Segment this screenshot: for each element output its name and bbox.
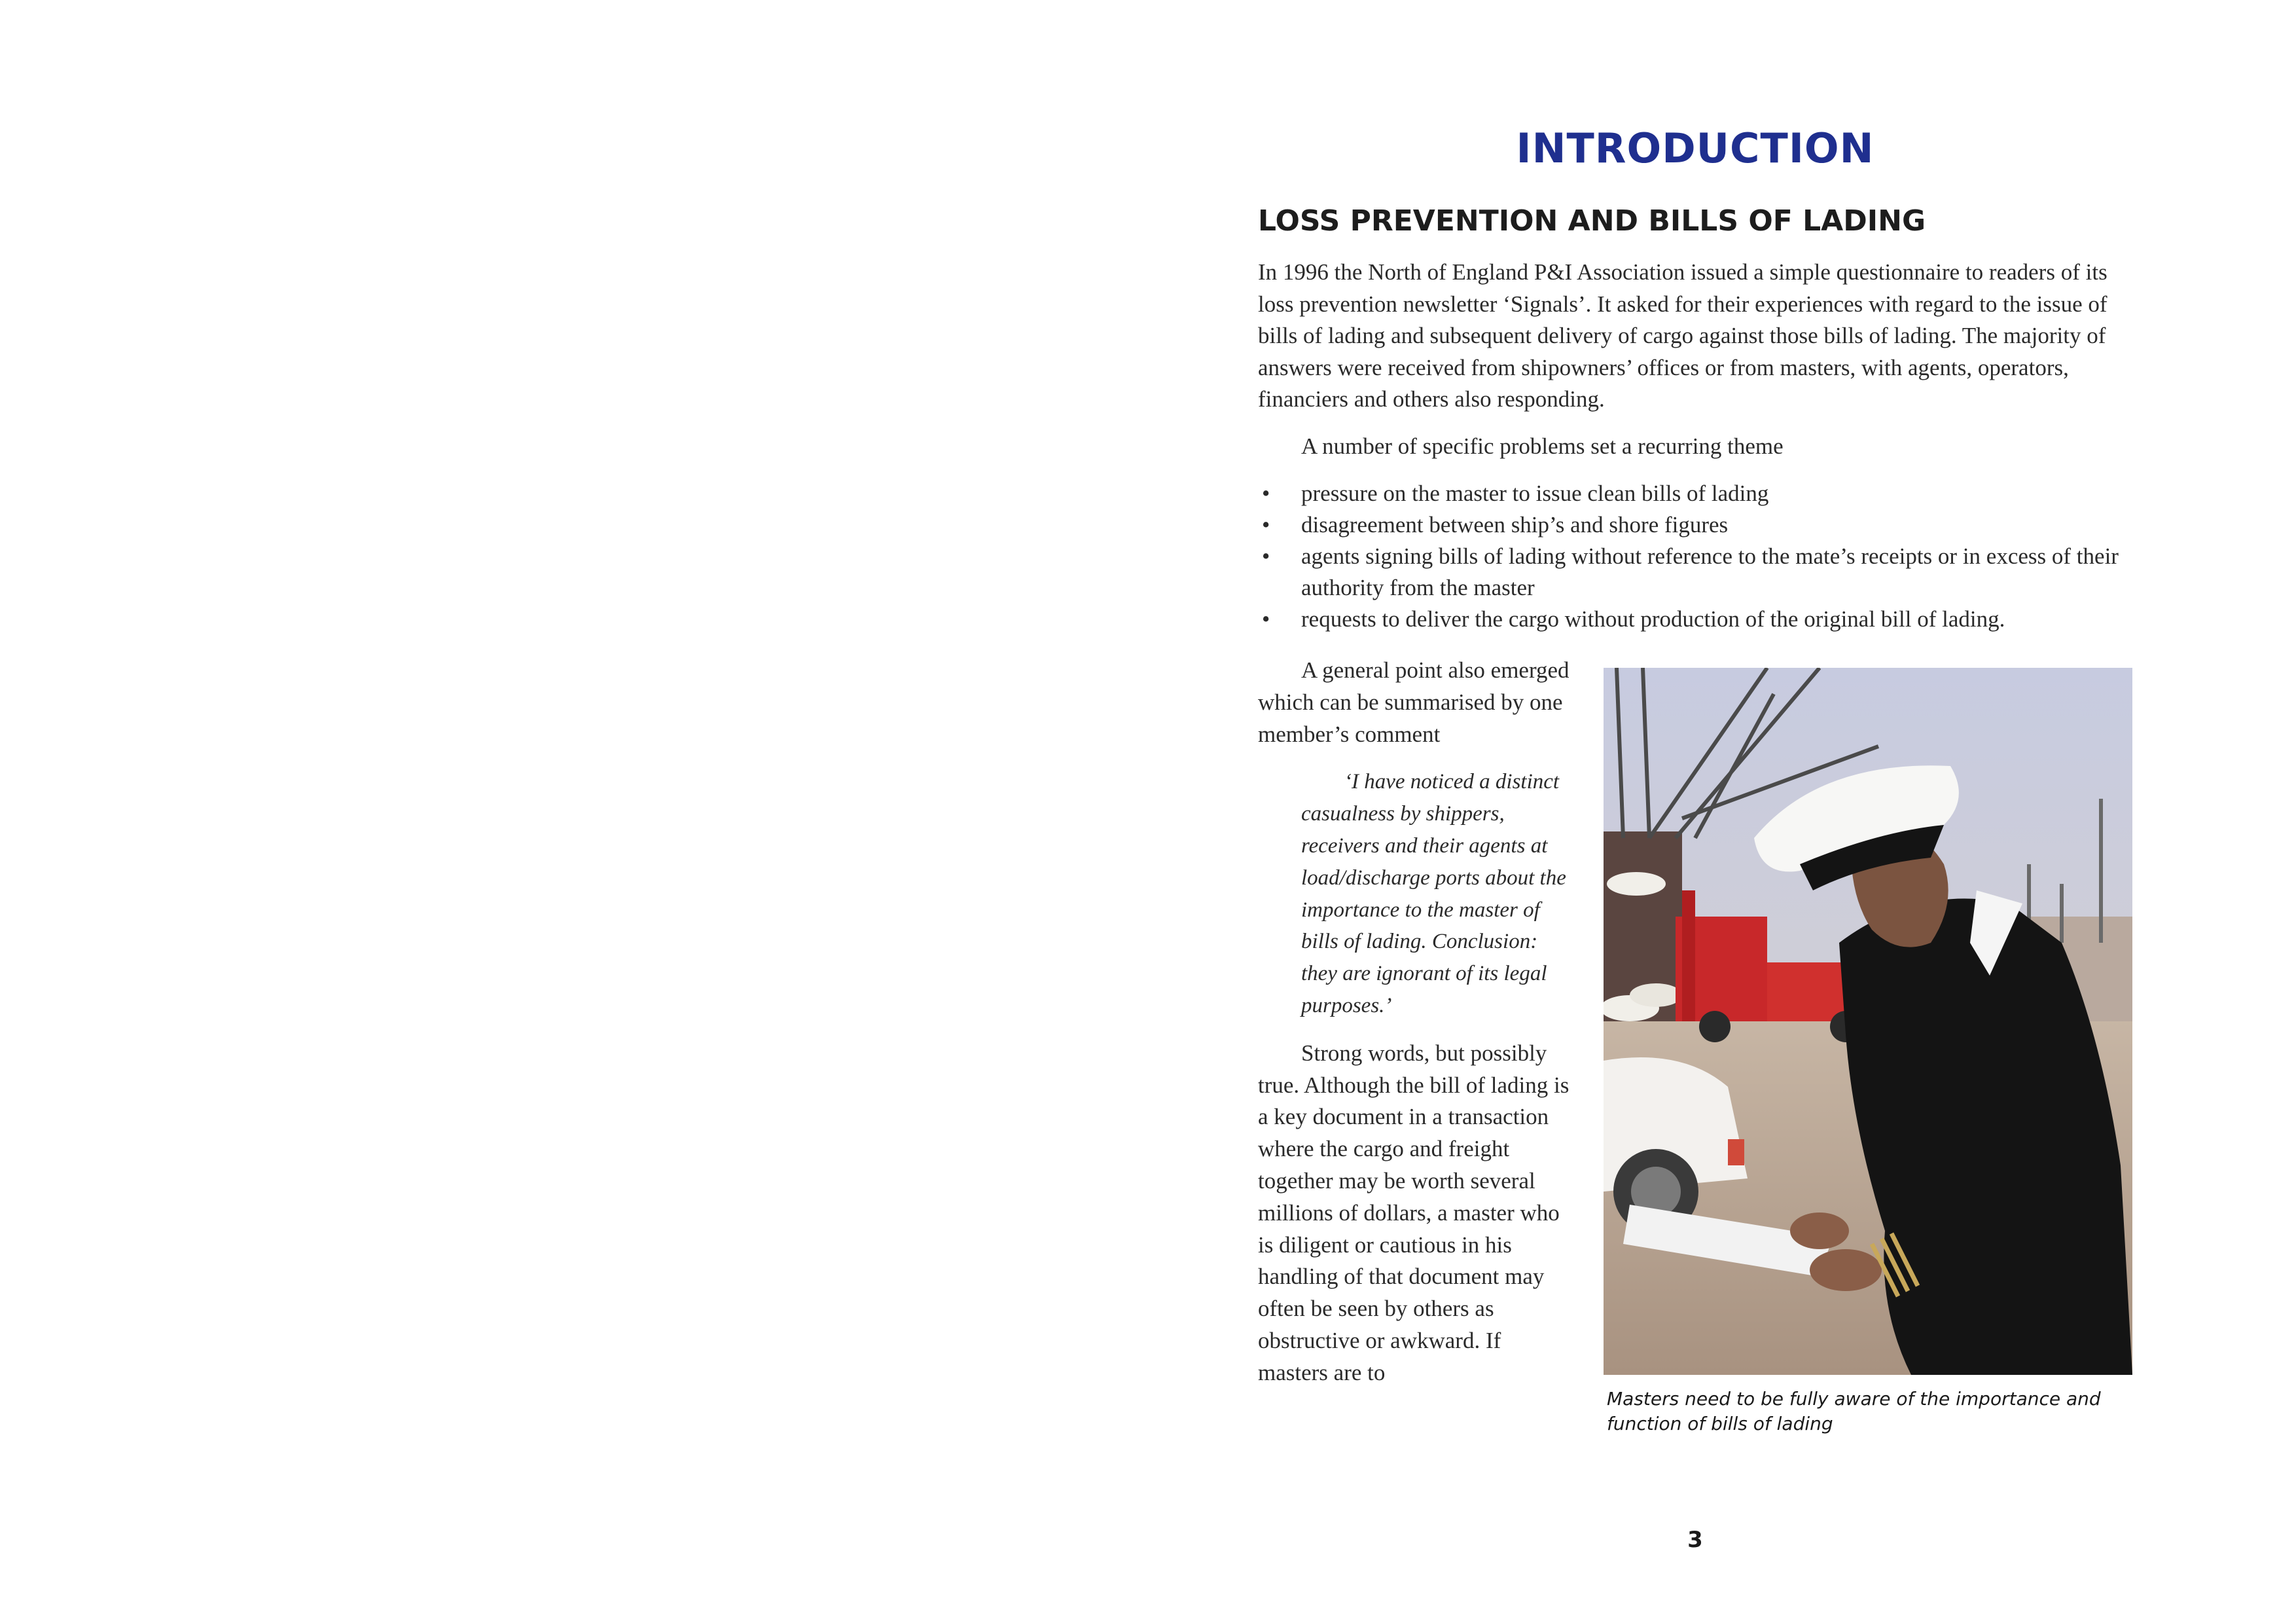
section-heading: LOSS PREVENTION AND BILLS OF LADING xyxy=(1258,204,1926,238)
bullet-marker: • xyxy=(1262,512,1270,538)
list-item: • pressure on the master to issue clean bills of lading xyxy=(1258,478,2128,509)
list-item: • disagreement between ship’s and shore figures xyxy=(1258,509,2128,541)
photo-caption: Masters need to be fully aware of the importance and function of bills of lading xyxy=(1607,1388,2101,1434)
list-item: • agents signing bills of lading without reference to the mate’s receipts or in excess of their authority from the master xyxy=(1258,541,2128,604)
bullet-marker: • xyxy=(1262,481,1270,506)
list-item: • requests to deliver the cargo without production of the original bill of lading. xyxy=(1258,604,2128,635)
member-quote: ‘I have noticed a distinct casualness by shippers, receivers and their agents at load/discharge ports about the importance to the master of bills of lading. Conclusion: they are ignorant of its legal purposes.’ xyxy=(1301,770,1566,1017)
bullet-marker: • xyxy=(1262,606,1270,632)
bullet-marker: • xyxy=(1262,543,1270,569)
narrow-text-column xyxy=(1258,655,1572,1389)
problems-list xyxy=(1258,478,2128,635)
chapter-title: INTRODUCTION xyxy=(1516,124,1874,172)
ship-master-photo xyxy=(1604,668,2132,1375)
general-point-paragraph: A general point also emerged which can be summarised by one member’s comment xyxy=(1258,657,1570,747)
intro-paragraph: In 1996 the North of England P&I Association issued a simple questionnaire to readers of its loss prevention newsletter ‘Signals’. It asked for their experiences with regard to the issue of bills of lading and subsequent delivery of cargo against those bills of lading. The majority of answers were received from shipowners’ offices or from masters, with agents, operators, financiers and others also responding. xyxy=(1258,259,2108,412)
page-number: 3 xyxy=(1687,1527,1703,1553)
ship-master-illustration xyxy=(1604,668,2132,1375)
problems-intro-paragraph: A number of specific problems set a recurring theme xyxy=(1301,433,1784,459)
strong-words-paragraph: Strong words, but possibly true. Although the bill of lading is a key document in a transaction where the cargo and freight together may be worth several millions of dollars, a master who is diligent or cautious in his handling of that document may often be seen by others as obstructive or awkward. If masters are to xyxy=(1258,1040,1570,1385)
